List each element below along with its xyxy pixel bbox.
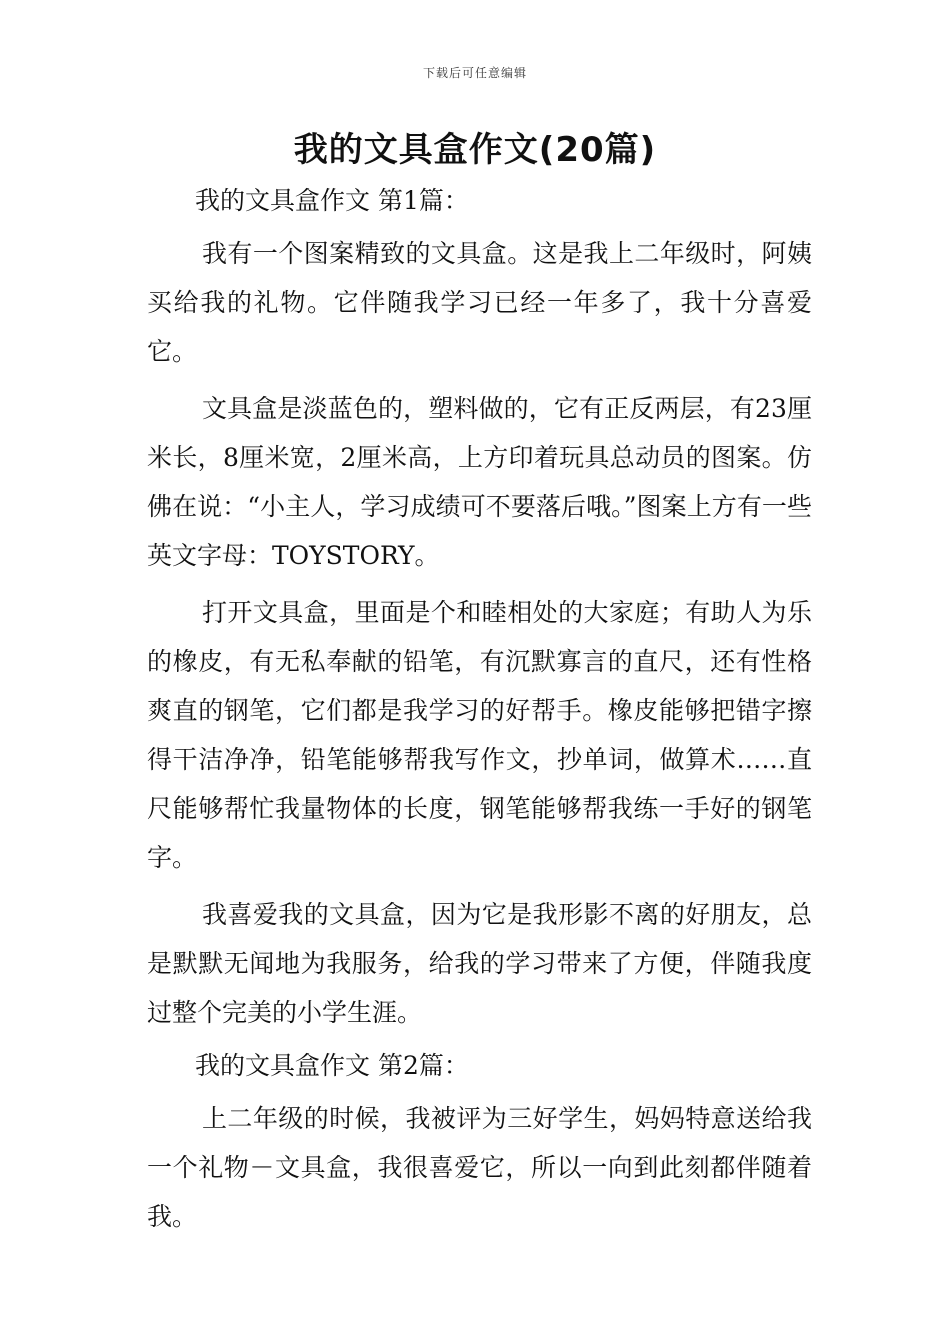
paragraph: 我有一个图案精致的文具盒。这是我上二年级时，阿姨买给我的礼物。它伴随我学习已经一年多了，我十分喜爱它。 (147, 239, 812, 366)
paragraph: 打开文具盒，里面是个和睦相处的大家庭；有助人为乐的橡皮，有无私奉献的铅笔，有沉默寡言的直尺，还有性格爽直的钢笔，它们都是我学习的好帮手。橡皮能够把错字擦得干洁净净，铅笔能够帮我写作文，抄单词，做算术……直尺能够帮忙我量物体的长度，钢笔能够帮我练一手好的钢笔字。 (147, 598, 812, 872)
essay-section-2 (147, 1045, 812, 1241)
section-heading: 我的文具盒作文 第2篇： (195, 1051, 469, 1080)
paragraph: 我喜爱我的文具盒，因为它是我形影不离的好朋友，总是默默无闻地为我服务，给我的学习带来了方便，伴随我度过整个完美的小学生涯。 (147, 900, 812, 1027)
paragraph: 文具盒是淡蓝色的，塑料做的，它有正反两层，有23厘米长，8厘米宽，2厘米高，上方印着玩具总动员的图案。仿佛在说：“小主人，学习成绩可不要落后哦。”图案上方有一些英文字母：TOYSTORY。 (147, 394, 812, 570)
document-body (147, 180, 812, 1249)
paragraph: 上二年级的时候，我被评为三好学生，妈妈特意送给我一个礼物－文具盒，我很喜爱它，所以一向到此刻都伴随着我。 (147, 1104, 812, 1231)
section-heading: 我的文具盒作文 第1篇： (195, 186, 469, 215)
header-note: 下载后可任意编辑 (422, 66, 527, 80)
essay-section-1 (147, 180, 812, 1037)
document-title: 我的文具盒作文(20篇) (293, 130, 657, 170)
